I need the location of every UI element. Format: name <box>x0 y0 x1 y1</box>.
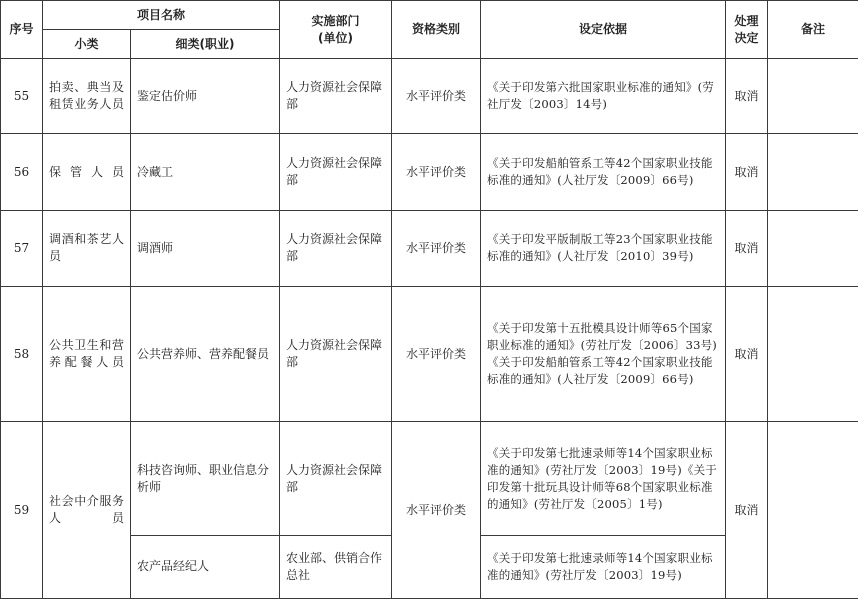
header-action <box>726 1 768 59</box>
row-remark <box>768 59 858 134</box>
row-detail: 冷藏工 <box>131 134 280 210</box>
row-qualification-type: 水平评价类 <box>392 210 481 286</box>
table-row <box>1 59 858 134</box>
row-subcategory: 拍卖、典当及租赁业务人员 <box>43 59 131 134</box>
header-action-line2: 决定 <box>734 30 759 45</box>
row-department: 人力资源社会保障部 <box>280 134 392 210</box>
row-basis: 《关于印发第七批速录师等14个国家职业标准的通知》(劳社厅发〔2003〕19号) <box>481 535 726 598</box>
header-department <box>280 1 392 59</box>
row-department: 人力资源社会保障部 <box>280 59 392 134</box>
row-remark <box>768 210 858 286</box>
row-subcategory: 调酒和茶艺人员 <box>43 210 131 286</box>
row-subcategory: 公共卫生和营养配餐人员 <box>43 286 131 421</box>
row-action: 取消 <box>726 134 768 210</box>
header-subcategory: 小类 <box>43 30 131 59</box>
header-project-name: 项目名称 <box>43 1 280 30</box>
header-action-line1: 处理 <box>734 13 759 28</box>
row-action: 取消 <box>726 422 768 599</box>
row-seq: 59 <box>1 422 43 599</box>
row-action: 取消 <box>726 286 768 421</box>
row-qualification-type: 水平评价类 <box>392 59 481 134</box>
row-seq: 57 <box>1 210 43 286</box>
row-remark <box>768 286 858 421</box>
row-department: 人力资源社会保障部 <box>280 286 392 421</box>
row-basis: 《关于印发第十五批模具设计师等65个国家职业标准的通知》(劳社厅发〔2006〕33号)《关于印发船舶管系工等42个国家职业技能标准的通知》(人社厅发〔2009〕66号) <box>481 286 726 421</box>
header-seq: 序号 <box>1 1 43 59</box>
row-department: 人力资源社会保障部 <box>280 422 392 535</box>
row-action: 取消 <box>726 59 768 134</box>
row-detail: 鉴定估价师 <box>131 59 280 134</box>
header-remark: 备注 <box>768 1 858 59</box>
row-basis: 《关于印发第七批速录师等14个国家职业标准的通知》(劳社厅发〔2003〕19号)《关于印发第十批玩具设计师等68个国家职业标准的通知》(劳社厅发〔2005〕1号) <box>481 422 726 535</box>
row-basis: 《关于印发第六批国家职业标准的通知》(劳社厅发〔2003〕14号) <box>481 59 726 134</box>
row-qualification-type: 水平评价类 <box>392 422 481 599</box>
row-basis: 《关于印发船舶管系工等42个国家职业技能标准的通知》(人社厅发〔2009〕66号) <box>481 134 726 210</box>
row-qualification-type: 水平评价类 <box>392 286 481 421</box>
row-seq: 55 <box>1 59 43 134</box>
header-detail-category: 细类(职业) <box>131 30 280 59</box>
row-detail: 农产品经纪人 <box>131 535 280 598</box>
row-action: 取消 <box>726 210 768 286</box>
row-remark <box>768 134 858 210</box>
table-row <box>1 422 858 535</box>
row-department: 农业部、供销合作总社 <box>280 535 392 598</box>
row-subcategory: 社会中介服务人员 <box>43 422 131 599</box>
row-seq: 56 <box>1 134 43 210</box>
header-qualification-type: 资格类别 <box>392 1 481 59</box>
row-subcategory: 保管人员 <box>43 134 131 210</box>
header-row-1 <box>1 1 858 30</box>
header-department-line1: 实施部门 <box>311 13 360 28</box>
row-remark <box>768 422 858 599</box>
row-qualification-type: 水平评价类 <box>392 134 481 210</box>
table-row <box>1 286 858 421</box>
row-seq: 58 <box>1 286 43 421</box>
row-detail: 调酒师 <box>131 210 280 286</box>
table-row <box>1 210 858 286</box>
header-basis: 设定依据 <box>481 1 726 59</box>
row-basis: 《关于印发平版制版工等23个国家职业技能标准的通知》(人社厅发〔2010〕39号) <box>481 210 726 286</box>
table-row <box>1 134 858 210</box>
row-detail: 科技咨询师、职业信息分析师 <box>131 422 280 535</box>
header-department-line2: (单位) <box>318 30 353 45</box>
row-detail: 公共营养师、营养配餐员 <box>131 286 280 421</box>
row-department: 人力资源社会保障部 <box>280 210 392 286</box>
